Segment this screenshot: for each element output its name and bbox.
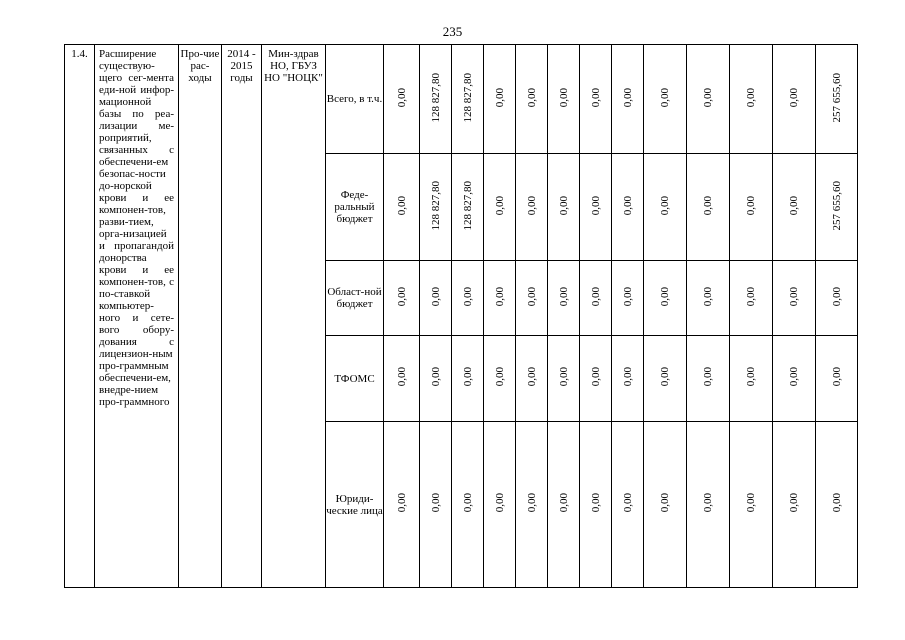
value-text: 0,00 xyxy=(493,286,506,307)
value-cell xyxy=(730,336,773,422)
value-cell xyxy=(644,261,687,336)
value-cell xyxy=(580,422,612,588)
value-text: 0,00 xyxy=(788,286,800,307)
value-cell xyxy=(516,422,548,588)
value-cell xyxy=(548,422,580,588)
page-number: 235 xyxy=(442,24,463,39)
value-cell xyxy=(612,336,644,422)
value-text: 0,00 xyxy=(557,367,570,387)
value-text: 0,00 xyxy=(493,87,506,108)
value-text: 0,00 xyxy=(493,195,506,216)
value-text: 0,00 xyxy=(745,367,757,387)
value-cell xyxy=(420,45,452,154)
value-cell xyxy=(773,45,816,154)
funding-source: ТФОМС xyxy=(326,336,384,422)
value-cell xyxy=(516,336,548,422)
value-cell xyxy=(548,261,580,336)
value-text: 0,00 xyxy=(395,367,408,387)
value-cell xyxy=(773,336,816,422)
value-cell xyxy=(548,45,580,154)
value-text: 0,00 xyxy=(830,493,843,513)
value-cell xyxy=(420,261,452,336)
funding-source: Феде-ральный бюджет xyxy=(326,154,384,261)
value-text: 0,00 xyxy=(493,493,506,513)
value-cell xyxy=(612,422,644,588)
value-text: 128 827,80 xyxy=(461,180,474,231)
value-cell xyxy=(730,422,773,588)
value-text: 0,00 xyxy=(702,87,714,108)
value-cell xyxy=(384,45,420,154)
value-text: 0,00 xyxy=(702,493,714,513)
value-cell xyxy=(420,422,452,588)
value-cell xyxy=(548,336,580,422)
value-text: 0,00 xyxy=(525,493,538,513)
value-cell xyxy=(484,154,516,261)
value-text: 0,00 xyxy=(589,286,602,307)
value-text: 0,00 xyxy=(659,286,671,307)
value-text: 0,00 xyxy=(429,286,442,307)
value-text: 0,00 xyxy=(429,493,442,513)
value-cell xyxy=(773,422,816,588)
value-cell xyxy=(730,45,773,154)
budget-table xyxy=(64,44,858,588)
value-cell xyxy=(816,45,858,154)
value-text: 0,00 xyxy=(659,195,671,216)
funding-source: Всего, в т.ч. xyxy=(326,45,384,154)
value-cell xyxy=(484,336,516,422)
value-cell xyxy=(612,154,644,261)
value-cell xyxy=(484,422,516,588)
value-text: 0,00 xyxy=(745,286,757,307)
value-cell xyxy=(452,336,484,422)
value-cell xyxy=(580,154,612,261)
value-cell xyxy=(580,336,612,422)
value-text: 0,00 xyxy=(461,367,474,387)
value-cell xyxy=(612,261,644,336)
value-text: 0,00 xyxy=(557,195,570,216)
value-cell xyxy=(580,45,612,154)
value-text: 257 655,60 xyxy=(830,72,843,123)
value-cell xyxy=(484,261,516,336)
value-text: 0,00 xyxy=(557,493,570,513)
value-text: 0,00 xyxy=(525,367,538,387)
value-text: 0,00 xyxy=(395,286,408,307)
value-text: 0,00 xyxy=(461,493,474,513)
value-cell xyxy=(384,422,420,588)
value-cell xyxy=(384,154,420,261)
funding-source: Област-ной бюджет xyxy=(326,261,384,336)
value-text: 0,00 xyxy=(589,367,602,387)
value-text: 128 827,80 xyxy=(429,72,442,123)
value-text: 0,00 xyxy=(589,493,602,513)
value-cell xyxy=(687,336,730,422)
value-cell xyxy=(816,261,858,336)
value-cell xyxy=(420,336,452,422)
expense-type: Про-чие рас-ходы xyxy=(179,45,222,588)
value-text: 0,00 xyxy=(589,87,602,108)
value-cell xyxy=(644,45,687,154)
value-cell xyxy=(730,261,773,336)
value-text: 0,00 xyxy=(745,195,757,216)
value-text: 0,00 xyxy=(557,286,570,307)
value-text: 0,00 xyxy=(461,286,474,307)
value-text: 0,00 xyxy=(788,195,800,216)
executor: Мин-здрав НО, ГБУЗ НО "НОЦК" xyxy=(262,45,326,588)
value-text: 0,00 xyxy=(395,195,408,216)
value-text: 0,00 xyxy=(830,286,843,307)
value-cell xyxy=(452,422,484,588)
value-text: 0,00 xyxy=(525,195,538,216)
value-text: 0,00 xyxy=(557,87,570,108)
value-text: 0,00 xyxy=(745,87,757,108)
value-text: 0,00 xyxy=(395,87,408,108)
value-text: 257 655,60 xyxy=(830,180,843,231)
value-cell xyxy=(516,154,548,261)
value-cell xyxy=(452,154,484,261)
value-text: 0,00 xyxy=(621,87,634,108)
value-text: 0,00 xyxy=(621,493,634,513)
value-text: 0,00 xyxy=(621,195,634,216)
value-text: 0,00 xyxy=(702,286,714,307)
value-text: 0,00 xyxy=(659,87,671,108)
value-text: 128 827,80 xyxy=(461,72,474,123)
value-cell xyxy=(548,154,580,261)
value-text: 0,00 xyxy=(745,493,757,513)
value-cell xyxy=(773,261,816,336)
value-text: 0,00 xyxy=(788,87,800,108)
value-cell xyxy=(644,422,687,588)
value-text: 0,00 xyxy=(702,195,714,216)
value-cell xyxy=(580,261,612,336)
value-text: 0,00 xyxy=(589,195,602,216)
value-text: 0,00 xyxy=(525,87,538,108)
value-cell xyxy=(384,336,420,422)
value-text: 0,00 xyxy=(830,367,843,387)
value-cell xyxy=(484,45,516,154)
value-text: 0,00 xyxy=(659,493,671,513)
value-cell xyxy=(773,154,816,261)
funding-source: Юриди-ческие лица xyxy=(326,422,384,588)
item-number: 1.4. xyxy=(65,45,95,588)
value-text: 0,00 xyxy=(621,286,634,307)
value-cell xyxy=(452,45,484,154)
value-cell xyxy=(516,45,548,154)
value-text: 0,00 xyxy=(429,367,442,387)
item-description: Расширение существую-щего сег-мента еди-ной инфор-мационной базы по реа-лизации ме-роприятий, связанных с обеспечени-ем безопас-ности до-норской крови и ее компонен-тов, разви-тием, орга-низацией и пропагандой донорства крови и ее компонен-тов, с по-ставкой компьютер-ного и сете-вого обору-дования с лицензион-ным про-граммным обеспечени-ем, внедре-нием про-граммного xyxy=(95,45,179,588)
value-cell xyxy=(816,336,858,422)
value-cell xyxy=(644,154,687,261)
value-cell xyxy=(687,422,730,588)
value-cell xyxy=(687,261,730,336)
value-text: 0,00 xyxy=(493,367,506,387)
value-text: 0,00 xyxy=(659,367,671,387)
value-cell xyxy=(730,154,773,261)
value-text: 0,00 xyxy=(621,367,634,387)
value-cell xyxy=(384,261,420,336)
value-cell xyxy=(687,45,730,154)
value-text: 0,00 xyxy=(525,286,538,307)
period: 2014 - 2015 годы xyxy=(222,45,262,588)
value-text: 0,00 xyxy=(788,493,800,513)
value-cell xyxy=(452,261,484,336)
value-cell xyxy=(816,154,858,261)
table-row xyxy=(65,45,858,154)
value-text: 0,00 xyxy=(395,493,408,513)
value-text: 0,00 xyxy=(788,367,800,387)
value-cell xyxy=(687,154,730,261)
value-cell xyxy=(644,336,687,422)
value-cell xyxy=(516,261,548,336)
value-text: 0,00 xyxy=(702,367,714,387)
table-body xyxy=(65,45,858,588)
value-text: 128 827,80 xyxy=(429,180,442,231)
value-cell xyxy=(612,45,644,154)
value-cell xyxy=(420,154,452,261)
value-cell xyxy=(816,422,858,588)
